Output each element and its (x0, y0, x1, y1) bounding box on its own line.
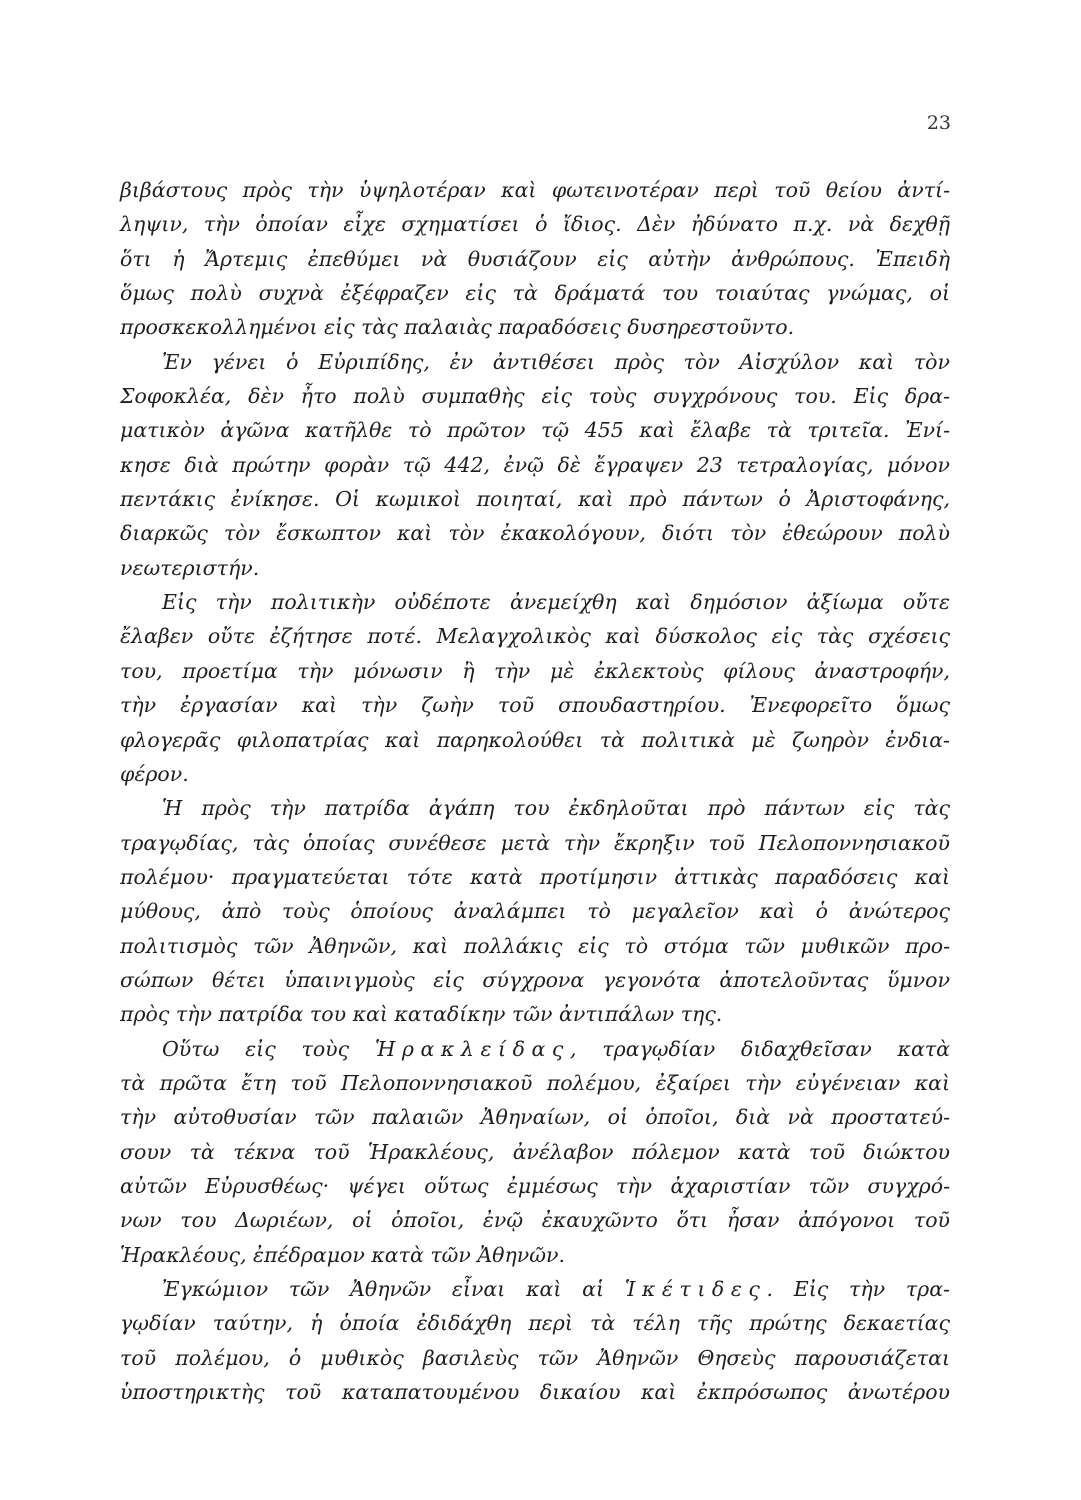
text-line: τὰ πρῶτα ἔτη τοῦ Πελοποννησιακοῦ πολέμου, ἐξαίρει τὴν εὐγένειαν καὶ (120, 1070, 950, 1095)
text-line: Ἡ πρὸς τὴν πατρίδα ἀγάπη του ἐκδηλοῦται πρὸ πάντων εἰς τὰς (162, 796, 950, 821)
text-line: μύθους, ἀπὸ τοὺς ὁποίους ἀναλάμπει τὸ μεγαλεῖον καὶ ὁ ἀνώτερος (120, 899, 950, 924)
body-text (120, 173, 950, 1409)
text-line: ληψιν, τὴν ὁποίαν εἶχε σχηματίσει ὁ ἴδιος. Δὲν ἠδύνατο π.χ. νὰ δεχθῇ (120, 212, 950, 237)
text-line: φλογερᾶς φιλοπατρίας καὶ παρηκολούθει τὰ πολιτικὰ μὲ ζωηρὸν ἐνδια- (120, 727, 950, 752)
text-line: τοῦ πολέμου, ὁ μυθικὸς βασιλεὺς τῶν Ἀθηνῶν Θησεὺς παρουσιάζεται (120, 1345, 950, 1370)
text-segment: . Εἰς τὴν τρα- (766, 1277, 950, 1301)
text-line: τὴν ἐργασίαν καὶ τὴν ζωὴν τοῦ σπουδαστηρίου. Ἐνεφορεῖτο ὅμως (120, 693, 950, 718)
text-line (120, 1272, 950, 1306)
text-line: Εἰς τὴν πολιτικὴν οὐδέποτε ἀνεμείχθη καὶ δημόσιον ἀξίωμα οὔτε (162, 590, 950, 615)
text-line: πεντάκις ἐνίκησε. Οἱ κωμικοὶ ποιηταί, καὶ πρὸ πάντων ὁ Ἀριστοφάνης, (120, 487, 950, 512)
text-segment: Οὕτω εἰς τοὺς (162, 1036, 375, 1061)
text-line: πολέμου· πραγματεύεται τότε κατὰ προτίμησιν ἀττικὰς παραδόσεις καὶ (120, 864, 950, 889)
text-line: τὴν αὐτοθυσίαν τῶν παλαιῶν Ἀθηναίων, οἱ ὁποῖοι, διὰ νὰ προστατεύ- (120, 1105, 950, 1130)
text-line: διαρκῶς τὸν ἔσκωπτον καὶ τὸν ἐκακολόγουν, διότι τὸν ἐθεώρουν πολὺ (120, 521, 950, 546)
text-line: Ἡρακλέους, ἐπέδραμον κατὰ τῶν Ἀθηνῶν. (120, 1242, 565, 1267)
spaced-title: Ἡρακλείδας (374, 1036, 570, 1061)
text-line: ὑποστηρικτὴς τοῦ καταπατουμένου δικαίου καὶ ἐκπρόσωπος ἀνωτέρου (120, 1380, 950, 1405)
text-line: νεωτεριστήν. (120, 555, 260, 580)
text-line: πολιτισμὸς τῶν Ἀθηνῶν, καὶ πολλάκις εἰς τὸ στόμα τῶν μυθικῶν προ- (120, 933, 950, 958)
text-line: σώπων θέτει ὑπαινιγμοὺς εἰς σύγχρονα γεγονότα ἀποτελοῦντας ὕμνον (120, 967, 950, 992)
text-line: προσκεκολλημένοι εἰς τὰς παλαιὰς παραδόσεις δυσηρεστοῦντο. (120, 315, 795, 340)
spaced-title: Ἱκέτιδες (624, 1277, 767, 1301)
text-line: ἔλαβεν οὔτε ἐζήτησε ποτέ. Μελαγχολικὸς καὶ δύσκολος εἰς τὰς σχέσεις (120, 624, 950, 649)
text-segment: , τραγῳδίαν διδαχθεῖσαν κατὰ (569, 1036, 950, 1061)
text-line: σουν τὰ τέκνα τοῦ Ἡρακλέους, ἀνέλαβον πόλεμον κατὰ τοῦ διώκτου (120, 1139, 950, 1164)
text-line: ὅμως πολὺ συχνὰ ἐξέφραζεν εἰς τὰ δράματά του τοιαύτας γνώμας, οἱ (120, 281, 950, 306)
text-line (120, 1032, 950, 1066)
text-line: κησε διὰ πρώτην φορὰν τῷ 442, ἐνῷ δὲ ἔγραψεν 23 τετραλογίας, μόνον (120, 452, 950, 477)
text-line: ματικὸν ἀγῶνα κατῆλθε τὸ πρῶτον τῷ 455 καὶ ἔλαβε τὰ τριτεῖα. Ἐνί- (120, 418, 950, 443)
text-line: νων του Δωριέων, οἱ ὁποῖοι, ἐνῷ ἐκαυχῶντο ὅτι ἦσαν ἀπόγονοι τοῦ (120, 1208, 950, 1233)
text-segment: Ἐγκώμιον τῶν Ἀθηνῶν εἶναι καὶ αἱ (162, 1277, 625, 1301)
text-line: ὅτι ἡ Ἄρτεμις ἐπεθύμει νὰ θυσιάζουν εἰς αὐτὴν ἀνθρώπους. Ἐπειδὴ (120, 246, 950, 271)
page-number: 23 (926, 112, 951, 134)
text-line: του, προετίμα τὴν μόνωσιν ἢ τὴν μὲ ἐκλεκτοὺς φίλους ἀναστροφήν, (120, 658, 950, 683)
text-line: Ἐν γένει ὁ Εὐριπίδης, ἐν ἀντιθέσει πρὸς τὸν Αἰσχύλον καὶ τὸν (162, 349, 950, 374)
text-line: πρὸς τὴν πατρίδα του καὶ καταδίκην τῶν ἀντιπάλων της. (120, 1002, 723, 1027)
text-line: βιβάστους πρὸς τὴν ὑψηλοτέραν καὶ φωτεινοτέραν περὶ τοῦ θείου ἀντί- (120, 178, 950, 202)
text-line: αὐτῶν Εὐρυσθέως· ψέγει οὕτως ἐμμέσως τὴν ἀχαριστίαν τῶν συγχρό- (120, 1173, 950, 1198)
text-line: φέρον. (120, 761, 189, 786)
text-line: γῳδίαν ταύτην, ἡ ὁποία ἐδιδάχθη περὶ τὰ τέλη τῆς πρώτης δεκαετίας (120, 1311, 950, 1336)
text-line: τραγῳδίας, τὰς ὁποίας συνέθεσε μετὰ τὴν ἔκρηξιν τοῦ Πελοποννησιακοῦ (120, 830, 950, 855)
text-line: Σοφοκλέα, δὲν ἦτο πολὺ συμπαθὴς εἰς τοὺς συγχρόνους του. Εἰς δρα- (120, 384, 950, 409)
